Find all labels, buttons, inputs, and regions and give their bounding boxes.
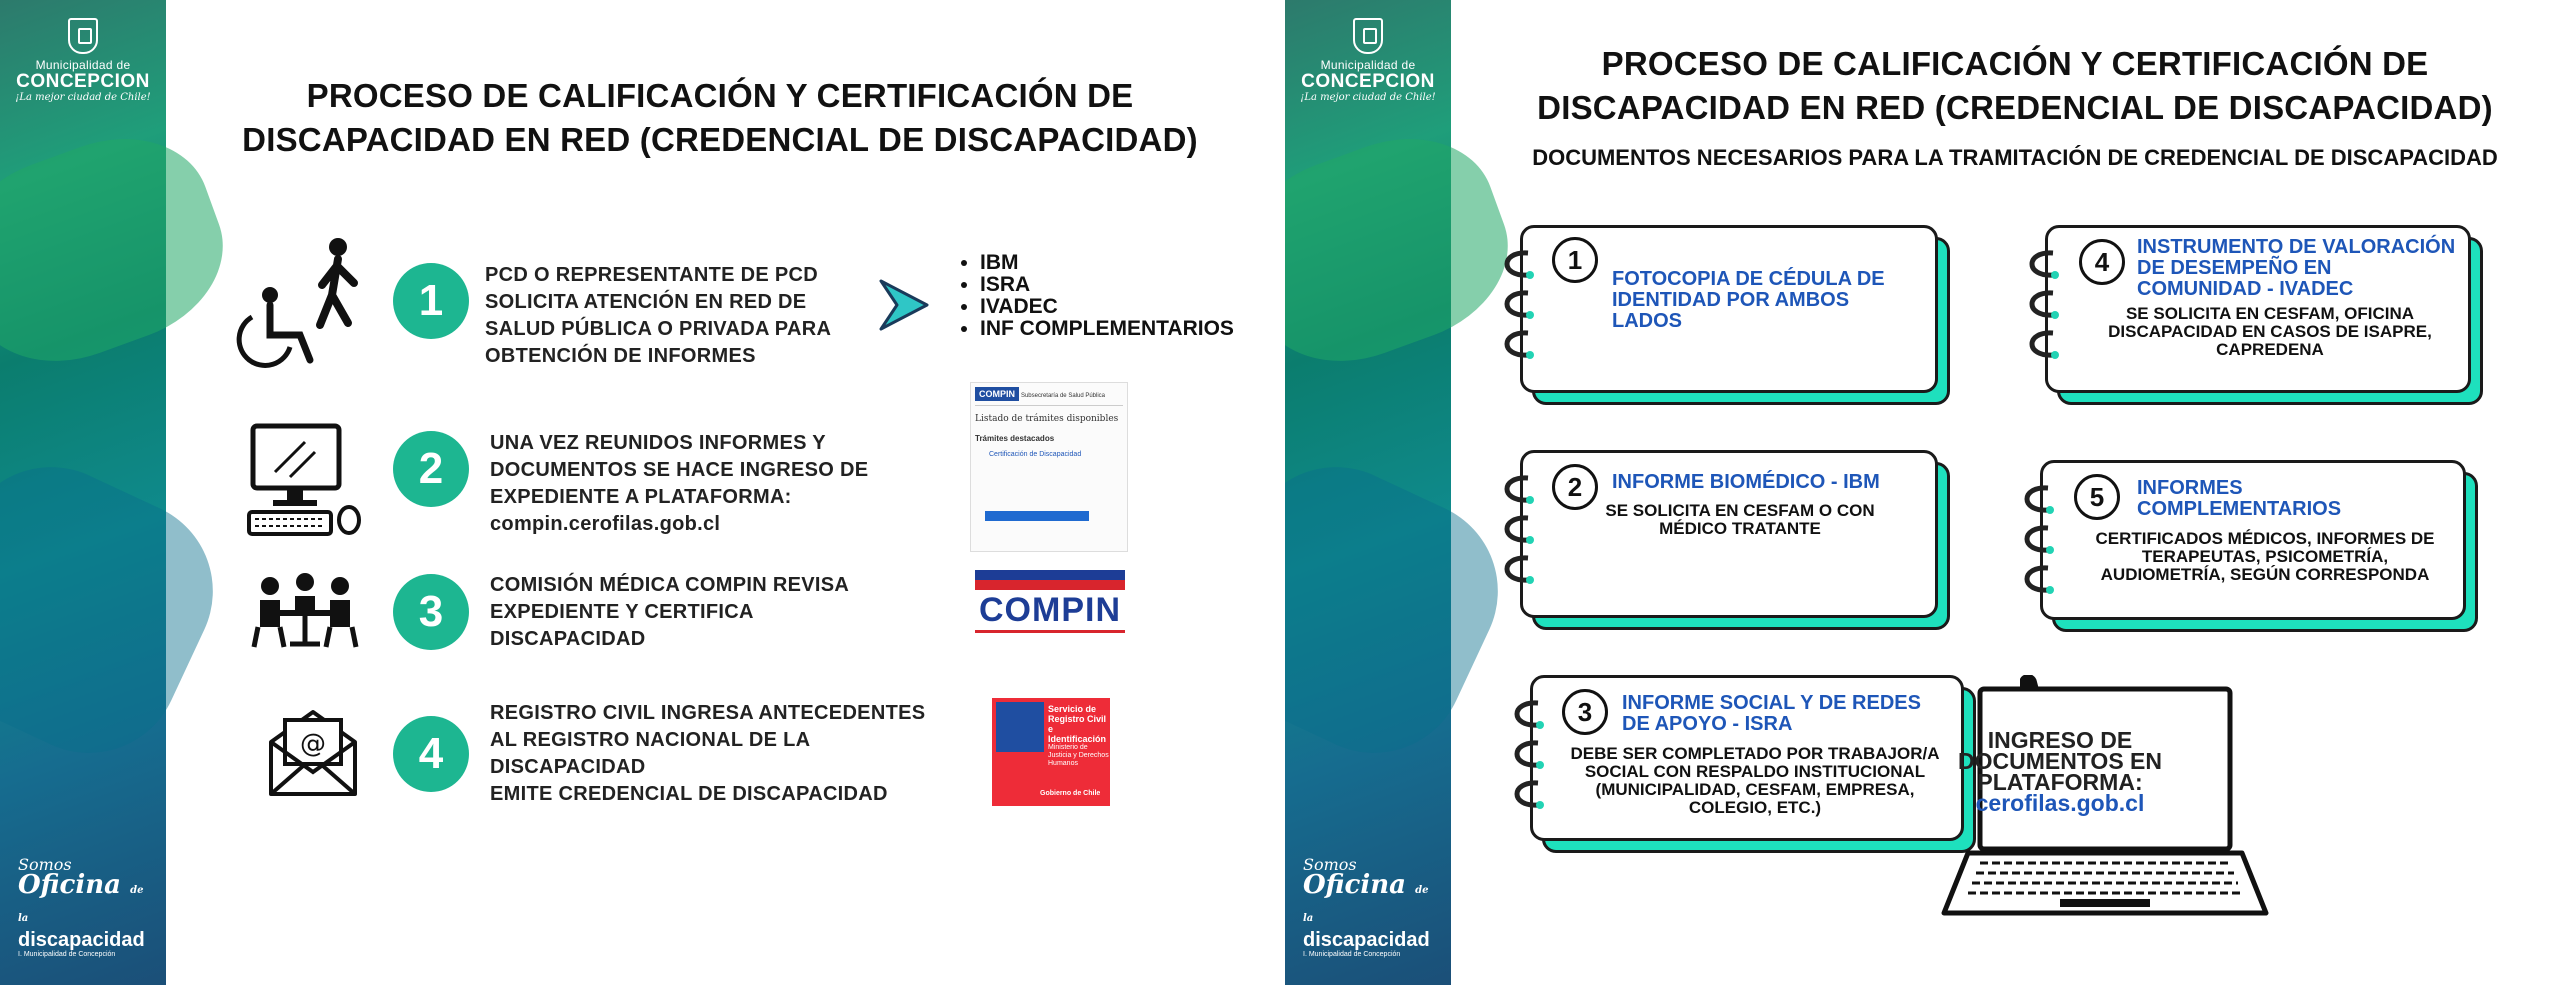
- email-icon: [265, 706, 361, 798]
- card-2-number: 2: [1552, 464, 1598, 510]
- somos-footer: I. Municipalidad de Concepción: [18, 951, 116, 958]
- card-2-title: INFORME BIOMÉDICO - IBM: [1612, 471, 1880, 493]
- oficina-logo: [18, 855, 148, 959]
- shot-header-text: Subsecretaría de Salud Pública: [1020, 393, 1106, 399]
- document-card-4: [2045, 225, 2485, 405]
- step-1-text: PCD O REPRESENTANTE DE PCD SOLICITA ATENCIÓN EN RED DE SALUD PÚBLICA O PRIVADA PARA OBTENCIÓN DE INFORMES: [485, 264, 831, 367]
- laptop-caption: [1920, 727, 2200, 816]
- de-la-word: de la: [18, 885, 144, 924]
- laptop-text: INGRESO DE DOCUMENTOS EN PLATAFORMA:: [1957, 727, 2163, 795]
- discapacidad-word: discapacidad: [18, 929, 145, 951]
- step-4-text: [490, 700, 930, 808]
- card-5-number: 5: [2074, 474, 2120, 520]
- crest-icon: [68, 18, 98, 54]
- registro-civil-logo: [992, 698, 1110, 806]
- rc-ministry: Ministerio de Justicia y Derechos Humanos: [1048, 744, 1109, 767]
- shot-brand: COMPIN: [975, 387, 1019, 401]
- shot-list-title: Listado de trámites disponibles: [975, 414, 1119, 424]
- logo-city: CONCEPCION: [16, 71, 150, 92]
- list-item: • IVADEC: [980, 296, 1234, 318]
- page-subtitle: DOCUMENTOS NECESARIOS PARA LA TRAMITACIÓN DE CREDENCIAL DE DISCAPACIDAD: [1532, 145, 2498, 170]
- svg-text:@: @: [300, 729, 326, 759]
- logo-muni: Municipalidad de: [35, 58, 131, 72]
- somos-word: Somos: [1303, 855, 1357, 874]
- compin-website-screenshot: [970, 382, 1128, 552]
- card-4-number: 4: [2079, 239, 2125, 285]
- card-3-number: 3: [1562, 689, 1608, 735]
- rc-gov: Gobierno de Chile: [1040, 790, 1101, 797]
- step-1-number: 1: [393, 263, 469, 339]
- compin-logo: [975, 570, 1125, 642]
- oficina-line: [1303, 870, 1433, 930]
- shot-start-button: [985, 511, 1089, 521]
- page-title: PROCESO DE CALIFICACIÓN Y CERTIFICACIÓN DE DISCAPACIDAD EN RED (CREDENCIAL DE DISCAPACIDAD): [1537, 45, 2493, 126]
- card-2-body: SE SOLICITA EN CESFAM O CON MÉDICO TRATANTE: [1605, 501, 1875, 538]
- step-4-number: 4: [393, 716, 469, 792]
- spiral-rings-icon: [2020, 478, 2060, 618]
- shot-featured: Trámites destacados: [975, 434, 1055, 443]
- sidebar-brand: [0, 0, 166, 985]
- rc-name: Servicio de Registro Civil e Identificación: [1048, 704, 1107, 744]
- list-item: • ISRA: [980, 274, 1234, 296]
- de-la-word: de la: [1303, 885, 1429, 924]
- step-4-desc: REGISTRO CIVIL INGRESA ANTECEDENTES AL REGISTRO NACIONAL DE LA DISCAPACIDAD: [490, 702, 926, 778]
- step-2-text: [490, 430, 890, 538]
- logo-city: CONCEPCION: [1301, 71, 1435, 92]
- step-2-desc: UNA VEZ REUNIDOS INFORMES Y DOCUMENTOS SE HACE INGRESO DE EXPEDIENTE A PLATAFORMA:: [490, 432, 869, 508]
- spiral-rings-icon: [2025, 243, 2065, 383]
- document-card-5: [2040, 460, 2480, 640]
- computer-icon: [245, 422, 365, 537]
- card-1-number: 1: [1552, 237, 1598, 283]
- document-card-3: [1530, 675, 1980, 855]
- compin-url: compin.cerofilas.gob.cl: [490, 513, 721, 535]
- step-3-text: COMISIÓN MÉDICA COMPIN REVISA EXPEDIENTE Y CERTIFICA DISCAPACIDAD: [490, 574, 849, 650]
- somos-word: Somos: [18, 855, 72, 874]
- meeting-icon: [250, 572, 360, 652]
- logo-muni: Municipalidad de: [1320, 58, 1416, 72]
- chevron-right-icon: [875, 275, 935, 335]
- page-title: PROCESO DE CALIFICACIÓN Y CERTIFICACIÓN DE DISCAPACIDAD EN RED (CREDENCIAL DE DISCAPACIDAD): [242, 77, 1198, 158]
- document-card-1: [1520, 225, 1950, 405]
- sidebar-brand: [1285, 0, 1451, 985]
- card-1-title: FOTOCOPIA DE CÉDULA DE IDENTIDAD POR AMBOS LADOS: [1612, 268, 1885, 332]
- shot-item: Certificación de Discapacidad: [989, 451, 1082, 458]
- spiral-rings-icon: [1500, 243, 1540, 383]
- wheelchair-walker-icon: [230, 235, 370, 370]
- card-4-title: INSTRUMENTO DE VALORACIÓN DE DESEMPEÑO EN COMUNIDAD - IVADEC: [2137, 236, 2456, 300]
- list-item: • IBM: [980, 252, 1234, 274]
- card-3-body: DEBE SER COMPLETADO POR TRABAJOR/A SOCIAL CON RESPALDO INSTITUCIONAL (MUNICIPALIDAD, CESFAM, EMPRESA, COLEGIO, ETC.): [1570, 744, 1940, 817]
- municipality-logo: [1285, 18, 1451, 103]
- step-2-number: 2: [393, 431, 469, 507]
- card-5-title: INFORMES COMPLEMENTARIOS: [2137, 477, 2342, 520]
- slide-required-documents: [1285, 0, 2560, 985]
- card-3-title: INFORME SOCIAL Y DE REDES DE APOYO - ISRA: [1622, 692, 1921, 735]
- logo-tagline: ¡La mejor ciudad de Chile!: [1300, 92, 1436, 103]
- discapacidad-word: discapacidad: [1303, 929, 1430, 951]
- step-4-desc2: EMITE CREDENCIAL DE DISCAPACIDAD: [490, 783, 888, 805]
- card-4-body: SE SOLICITA EN CESFAM, OFICINA DISCAPACIDAD EN CASOS DE ISAPRE, CAPREDENA: [2108, 304, 2432, 359]
- chile-star-icon: [996, 702, 1044, 752]
- municipality-logo: [0, 18, 166, 103]
- spiral-rings-icon: [1500, 468, 1540, 608]
- oficina-line: [18, 870, 148, 930]
- compin-logo-text: COMPIN: [975, 590, 1125, 633]
- shot-header: [975, 387, 1123, 406]
- card-5-body: CERTIFICADOS MÉDICOS, INFORMES DE TERAPEUTAS, PSICOMETRÍA, AUDIOMETRÍA, SEGÚN CORRESPONDA: [2095, 529, 2435, 584]
- list-item: • INF COMPLEMENTARIOS: [980, 318, 1234, 340]
- oficina-word: Oficina: [18, 870, 122, 900]
- cerofilas-url: cerofilas.gob.cl: [1975, 790, 2145, 816]
- oficina-word: Oficina: [1303, 870, 1407, 900]
- spiral-rings-icon: [1510, 693, 1550, 833]
- step-3-number: 3: [393, 574, 469, 650]
- document-card-2: [1520, 450, 1950, 630]
- crest-icon: [1353, 18, 1383, 54]
- logo-tagline: ¡La mejor ciudad de Chile!: [15, 92, 151, 103]
- somos-footer: I. Municipalidad de Concepción: [1303, 951, 1401, 958]
- oficina-logo: [1303, 855, 1433, 959]
- reports-list: [960, 252, 1234, 340]
